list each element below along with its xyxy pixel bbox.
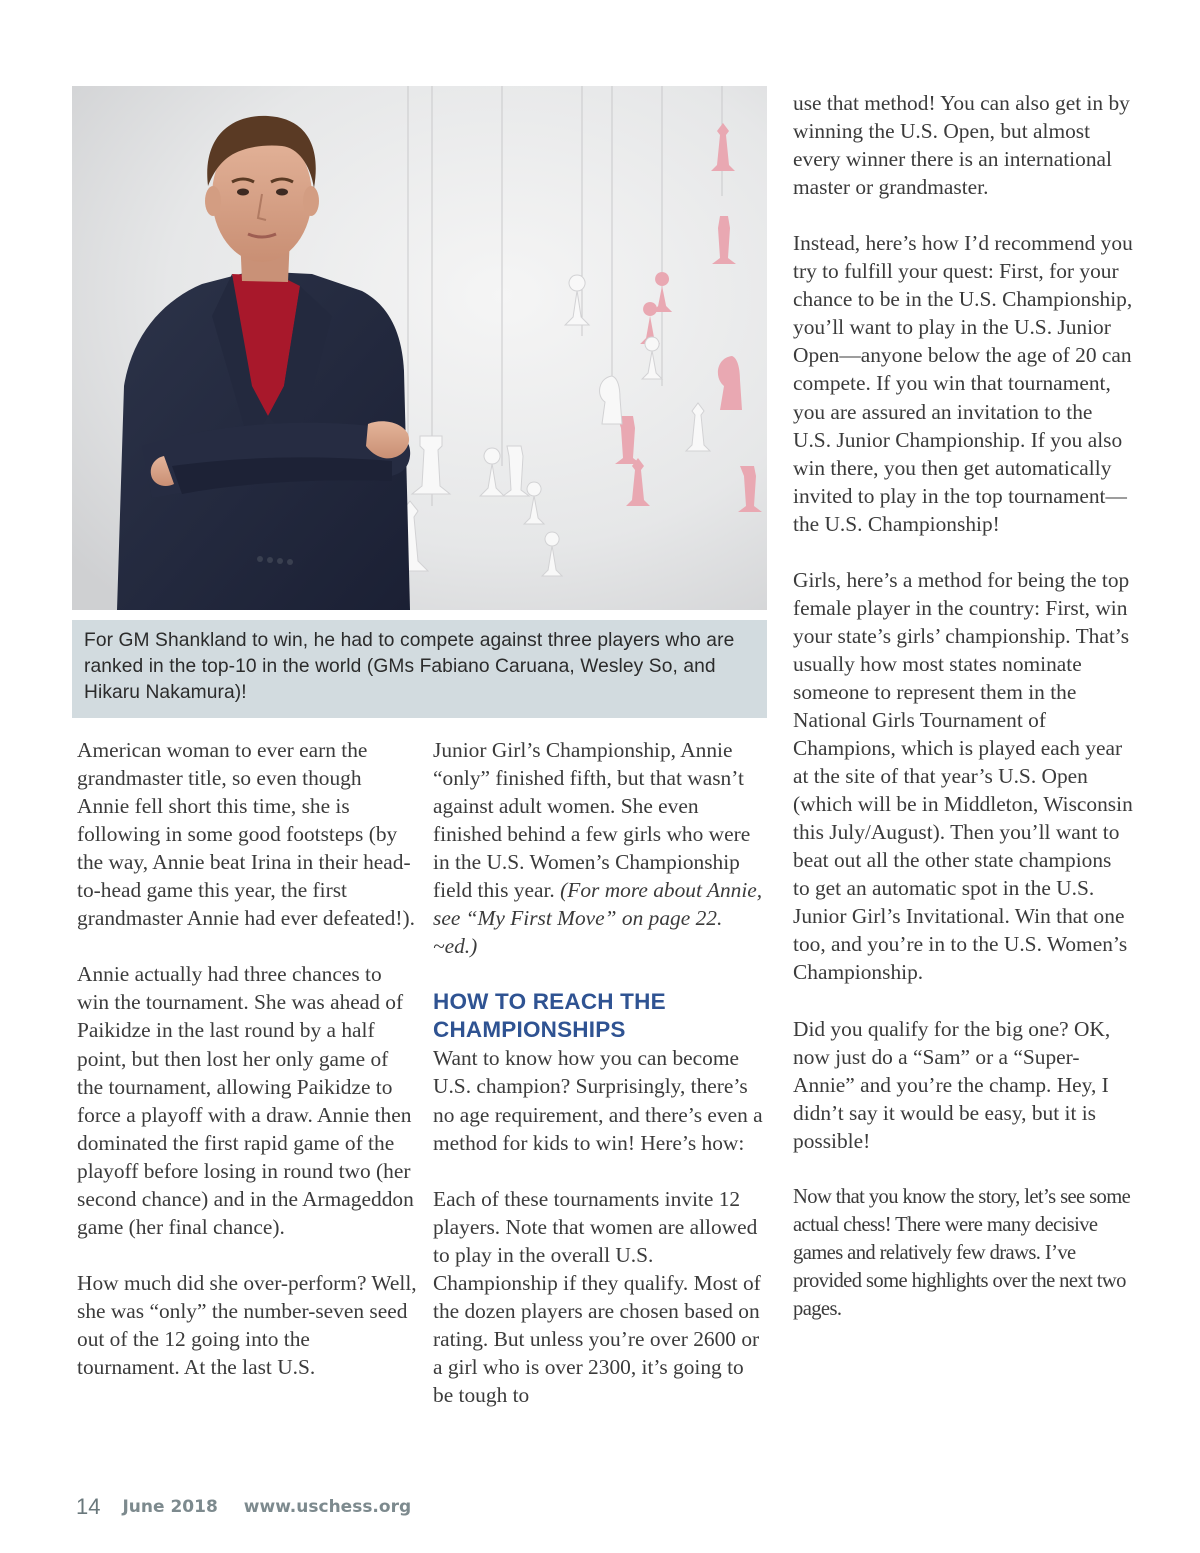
section-heading-line-1: HOW TO REACH THE: [433, 989, 666, 1015]
paragraph: Did you qualify for the big one? OK, now just do a “Sam” or a “Super-Annie” and you’re the champ. Hey, I didn’t say it would be easy, but it is possible!: [793, 1016, 1111, 1153]
paragraph: Annie actually had three chances to win the tournament. She was ahead of Paikidze in the last round by a half point, but then lost her only game of the tournament, allowing Paikidze to force a playoff with a draw. Annie then dominated the first rapid game of the playoff before losing in round two (her second chance) and in the Armageddon game (her final chance).: [77, 962, 414, 1239]
paragraph: American woman to ever earn the grandmaster title, so even though Annie fell short this time, she is following in some good footsteps (by the way, Annie beat Irina in their head-to-head game this year, the first grandmaster Annie had ever defeated!).: [77, 738, 415, 931]
paragraph: [433, 736, 768, 960]
paragraph: Instead, here’s how I’d recommend you try to fulfill your quest: First, for your chance to be in the U.S. Championship, you’ll want to play in the U.S. Junior Open—anyone below the age of 20 can compete. If you win that tournament, you are assured an invitation to the U.S. Junior Championship. If you also win there, you then get automatically invited to play in the top tournament—the U.S. Championship!: [793, 231, 1133, 536]
article-column-3: [793, 89, 1133, 1323]
article-photo: [72, 86, 767, 610]
issue-date: June 2018: [122, 1497, 218, 1517]
photo-caption: For GM Shankland to win, he had to compete against three players who are ranked in the top-10 in the world (GMs Fabiano Caruana, Wesley So, and Hikaru Nakamura)!: [72, 620, 767, 718]
website-link[interactable]: www.uschess.org: [243, 1497, 412, 1517]
article-column-1: [77, 736, 417, 1381]
paragraph-text: Junior Girl’s Championship, Annie “only” finished fifth, but that wasn’t against adult women. She even finished behind a few girls who were in the U.S. Women’s Championship field this year.: [433, 738, 751, 903]
section-heading: [433, 988, 768, 1044]
page-footer: [76, 1491, 411, 1523]
editor-note: (For more about Annie, see “My First Move” on page 22. ~ed.): [433, 878, 763, 959]
section-heading-line-2: CHAMPIONSHIPS: [433, 1017, 626, 1043]
paragraph: use that method! You can also get in by winning the U.S. Open, but almost every winner there is an international master or grandmaster.: [793, 91, 1130, 200]
page-number: 14: [76, 1494, 101, 1519]
article-column-2: [433, 736, 768, 1409]
paragraph: Now that you know the story, let’s see some actual chess! There were many decisive games and relatively few draws. I’ve provided some highlights over the next two pages.: [793, 1185, 1131, 1321]
paragraph: How much did she over-perform? Well, she was “only” the number-seven seed out of the 12 going into the tournament. At the last U.S.: [77, 1270, 417, 1380]
paragraph: Each of these tournaments invite 12 players. Note that women are allowed to play in the overall U.S. Championship if they qualify. Most of the dozen players are chosen based on rating. But unless you’re over 2600 or a girl who is over 2300, it’s going to be tough to: [433, 1186, 761, 1407]
player-portrait-icon: [72, 86, 767, 610]
paragraph: Want to know how you can become U.S. champion? Surprisingly, there’s no age requirement, and there’s even a method for kids to win! Here’s how:: [433, 1046, 763, 1155]
paragraph: Girls, here’s a method for being the top female player in the country: First, win your state’s girls’ championship. That’s usually how most states nominate someone to represent them in the National Girls Tournament of Champions, which is played each year at the site of that year’s U.S. Open (which will be in Middleton, Wisconsin this July/August). Then you’ll want to beat out all the other state champions to get an automatic spot in the U.S. Junior Girl’s Invitational. Win that one too, and you’re in to the U.S. Women’s Championship.: [793, 567, 1133, 985]
